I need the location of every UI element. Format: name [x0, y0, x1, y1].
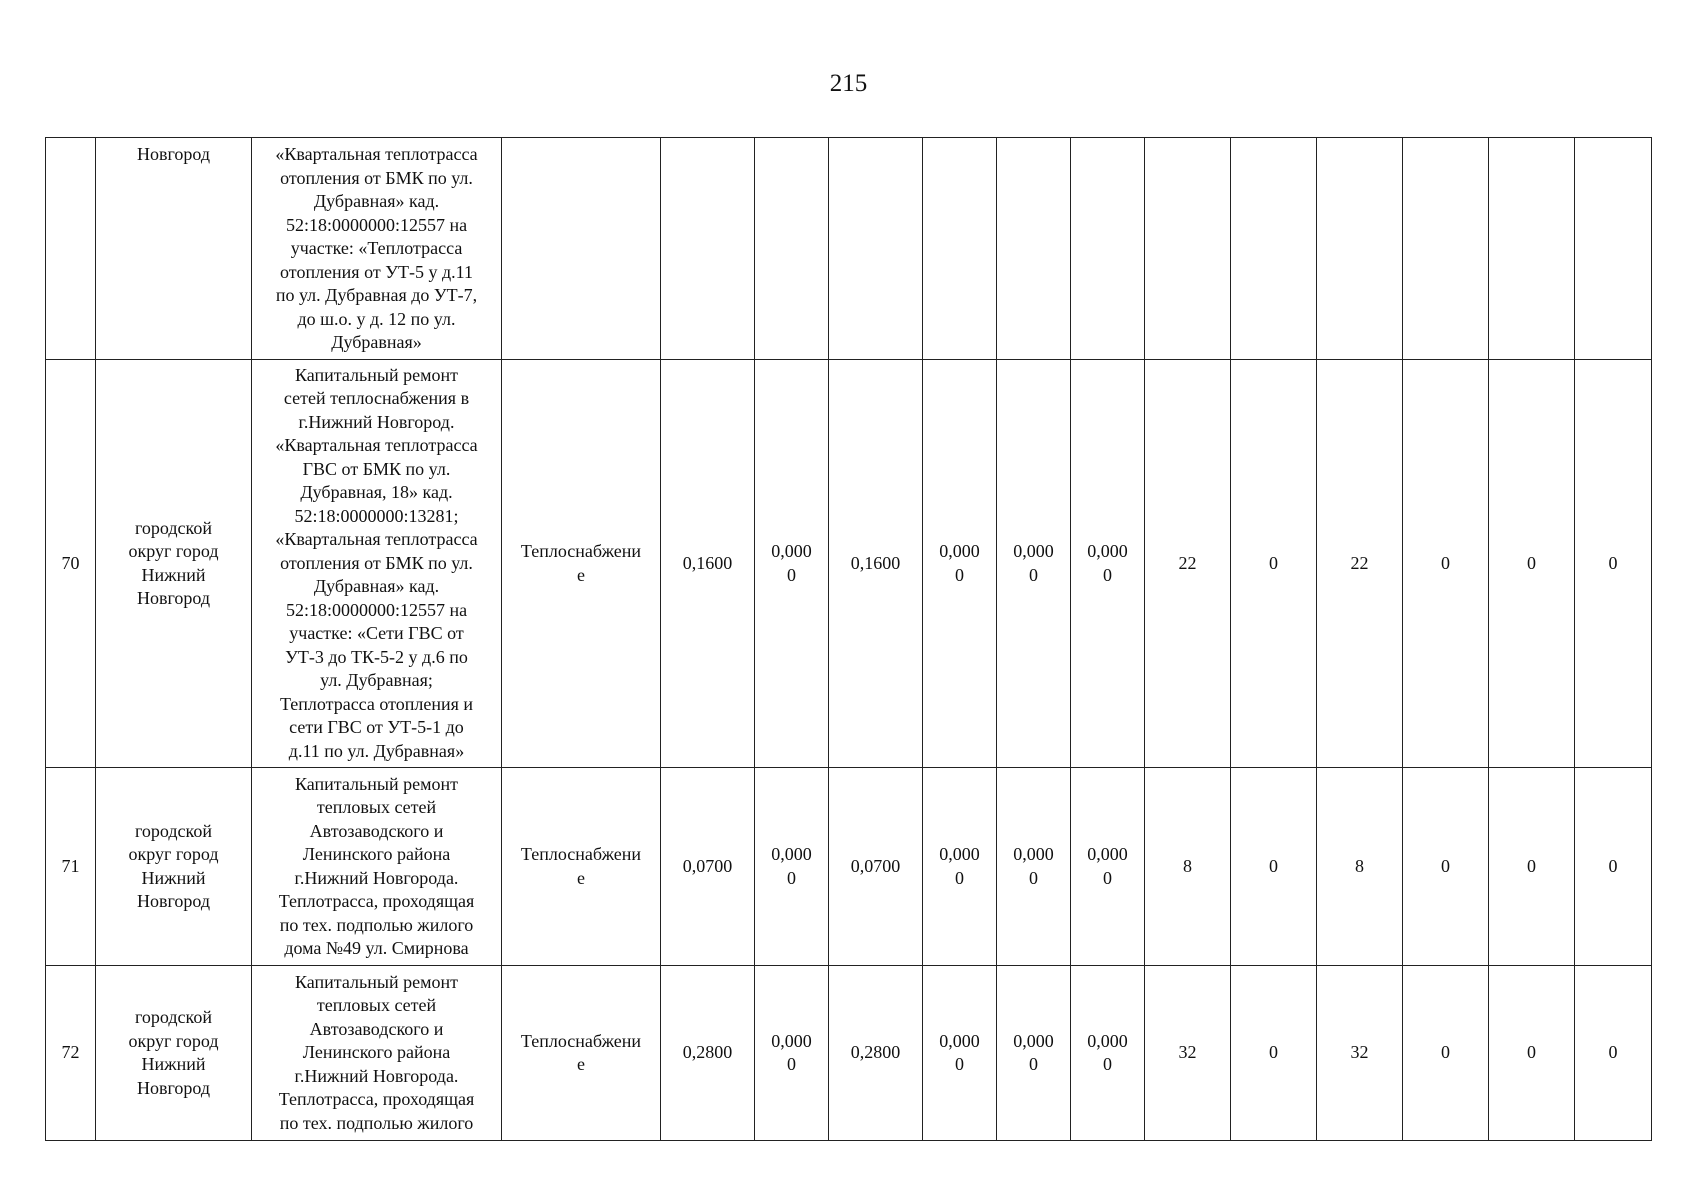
municipality-cell: Новгород [96, 138, 252, 360]
type-cell: Теплоснабжени е [502, 360, 661, 768]
value-cell: 0 [1575, 768, 1652, 966]
value-cell: 0 [1231, 360, 1317, 768]
type-cell: Теплоснабжени е [502, 966, 661, 1141]
value-cell: 22 [1145, 360, 1231, 768]
value-cell: 0,0700 [829, 768, 923, 966]
value-cell: 0,000 0 [923, 966, 997, 1141]
row-number [46, 138, 96, 360]
value-cell [1317, 138, 1403, 360]
value-cell: 0,000 0 [1071, 360, 1145, 768]
value-cell: 0,000 0 [755, 966, 829, 1141]
value-cell: 0 [1489, 768, 1575, 966]
value-cell: 0,2800 [829, 966, 923, 1141]
value-cell [1231, 138, 1317, 360]
description-cell: «Квартальная теплотрасса отопления от БМК по ул. Дубравная» кад. 52:18:0000000:12557 на участке: «Теплотрасса отопления от УТ-5 у д.11 по ул. Дубравная до УТ-7, до ш.о. у д. 12 по ул. Дубравная» [252, 138, 502, 360]
value-cell: 0 [1403, 768, 1489, 966]
row-number: 70 [46, 360, 96, 768]
value-cell: 0,1600 [829, 360, 923, 768]
municipality-cell: городской округ город Нижний Новгород [96, 360, 252, 768]
value-cell: 0 [1231, 768, 1317, 966]
value-cell: 32 [1317, 966, 1403, 1141]
value-cell [755, 138, 829, 360]
value-cell: 0 [1489, 966, 1575, 1141]
value-cell [997, 138, 1071, 360]
value-cell [1145, 138, 1231, 360]
value-cell: 32 [1145, 966, 1231, 1141]
value-cell: 0,000 0 [1071, 768, 1145, 966]
value-cell: 0,000 0 [997, 966, 1071, 1141]
value-cell: 0,000 0 [755, 768, 829, 966]
table-row [46, 966, 1652, 1141]
value-cell: 8 [1145, 768, 1231, 966]
value-cell: 0 [1575, 966, 1652, 1141]
description-cell: Капитальный ремонт тепловых сетей Автозаводского и Ленинского района г.Нижний Новгорода. Теплотрасса, проходящая по тех. подполью жилого [252, 966, 502, 1141]
value-cell [661, 138, 755, 360]
row-number: 72 [46, 966, 96, 1141]
value-cell: 22 [1317, 360, 1403, 768]
page-number: 215 [829, 70, 868, 97]
value-cell: 8 [1317, 768, 1403, 966]
table-row [46, 138, 1652, 360]
value-cell [1575, 138, 1652, 360]
table-row [46, 360, 1652, 768]
type-cell: Теплоснабжени е [502, 768, 661, 966]
value-cell: 0,1600 [661, 360, 755, 768]
value-cell [923, 138, 997, 360]
row-number: 71 [46, 768, 96, 966]
description-cell: Капитальный ремонт тепловых сетей Автозаводского и Ленинского района г.Нижний Новгорода. Теплотрасса, проходящая по тех. подполью жилого дома №49 ул. Смирнова [252, 768, 502, 966]
value-cell [1489, 138, 1575, 360]
value-cell: 0 [1403, 966, 1489, 1141]
value-cell [1071, 138, 1145, 360]
value-cell: 0 [1575, 360, 1652, 768]
value-cell: 0,000 0 [997, 360, 1071, 768]
value-cell: 0 [1489, 360, 1575, 768]
value-cell: 0 [1403, 360, 1489, 768]
value-cell: 0 [1231, 966, 1317, 1141]
value-cell: 0,000 0 [755, 360, 829, 768]
value-cell: 0,000 0 [923, 768, 997, 966]
value-cell: 0,0700 [661, 768, 755, 966]
value-cell: 0,000 0 [997, 768, 1071, 966]
value-cell: 0,000 0 [1071, 966, 1145, 1141]
data-table [45, 137, 1652, 1141]
value-cell [829, 138, 923, 360]
type-cell [502, 138, 661, 360]
value-cell: 0,2800 [661, 966, 755, 1141]
value-cell: 0,000 0 [923, 360, 997, 768]
value-cell [1403, 138, 1489, 360]
municipality-cell: городской округ город Нижний Новгород [96, 768, 252, 966]
table-row [46, 768, 1652, 966]
description-cell: Капитальный ремонт сетей теплоснабжения в г.Нижний Новгород. «Квартальная теплотрасса ГВС от БМК по ул. Дубравная, 18» кад. 52:18:0000000:13281; «Квартальная теплотрасса отопления от БМК по ул. Дубравная» кад. 52:18:0000000:12557 на участке: «Сети ГВС от УТ-3 до ТК-5-2 у д.6 по ул. Дубравная; Теплотрасса отопления и сети ГВС от УТ-5-1 до д.11 по ул. Дубравная» [252, 360, 502, 768]
municipality-cell: городской округ город Нижний Новгород [96, 966, 252, 1141]
